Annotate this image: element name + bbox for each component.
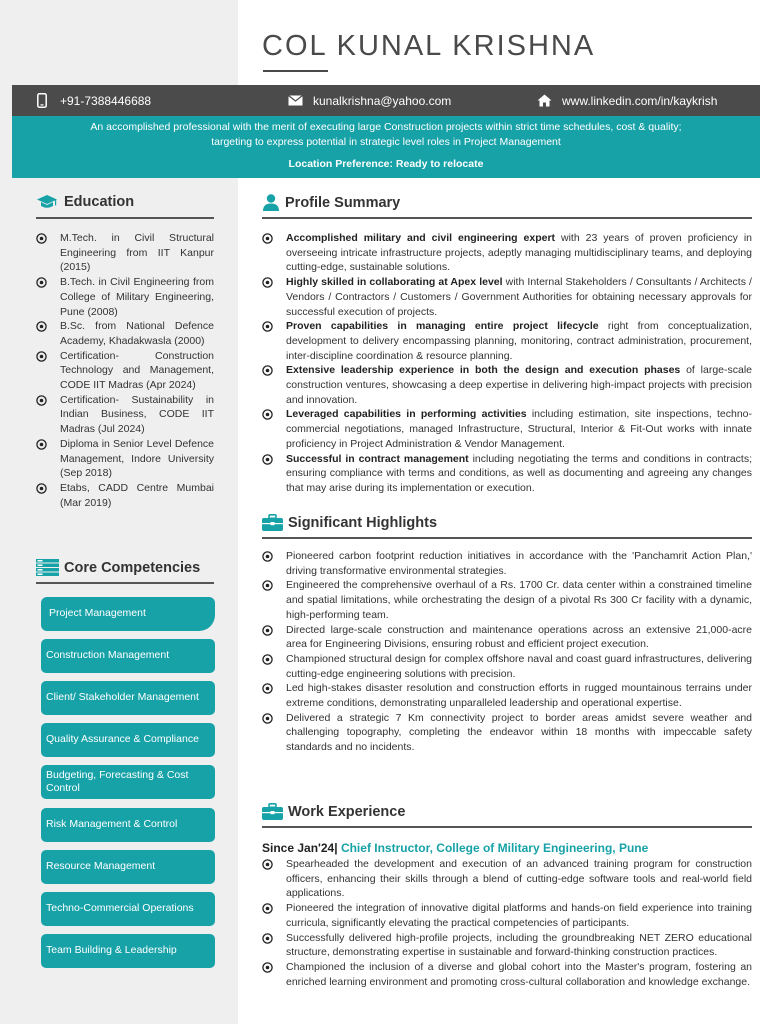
- list-item: Championed the inclusion of a diverse and global cohort into the Master's program, fostering an enriched learning environment and promoting cross-cultural collaboration and knowledge exchange.: [262, 960, 752, 989]
- target-bullet-icon: [36, 277, 47, 288]
- linkedin-url: www.linkedin.com/in/kaykrish: [562, 93, 718, 108]
- location-preference: Location Preference: Ready to relocate: [288, 158, 484, 170]
- tagline-banner: [12, 116, 760, 178]
- target-bullet-icon: [36, 351, 47, 362]
- list-item: Diploma in Senior Level Defence Management, Indore University (Sep 2018): [36, 437, 214, 481]
- list-item: Championed structural design for complex offshore naval and coast guard infrastructures, delivering cutting-edge engineering solutions with precision.: [262, 652, 752, 681]
- experience-list: [262, 857, 752, 989]
- competency-chip: Client/ Stakeholder Management: [41, 681, 215, 715]
- list-item: Etabs, CADD Centre Mumbai (Mar 2019): [36, 481, 214, 510]
- education-divider: [36, 217, 214, 219]
- list-item: Highly skilled in collaborating at Apex level with Internal Stakeholders / Consultants / Architects / Vendors / Contractors / Customers / Government Authorities for obtaining necessary approvals for successful execution of projects.: [262, 275, 752, 319]
- job-period: Since Jan'24|: [262, 841, 338, 855]
- list-item: Certification- Construction Technology and Management, CODE IIT Madras (Apr 2024): [36, 349, 214, 393]
- highlights-heading: [262, 514, 437, 531]
- target-bullet-icon: [262, 859, 273, 870]
- list-item: M.Tech. in Civil Structural Engineering from IIT Kanpur (2015): [36, 231, 214, 275]
- tagline-line-2: targeting to express potential in strategic level roles in Project Management: [211, 135, 561, 148]
- list-item: Delivered a strategic 7 Km connectivity project to border areas amidst severe weather and challenging topography, completing the endeavor within 18 months with impeccable safety standards and no incidents.: [262, 711, 752, 755]
- target-bullet-icon: [262, 625, 273, 636]
- list-item: Pioneered carbon footprint reduction initiatives in accordance with the 'Panchamrit Action Plan,' driving transformative environmental strategies.: [262, 549, 752, 578]
- competency-chip: Risk Management & Control: [41, 808, 215, 842]
- experience-divider: [262, 826, 752, 828]
- target-bullet-icon: [36, 483, 47, 494]
- profile-heading: [262, 194, 400, 211]
- profile-divider: [262, 217, 752, 219]
- list-item: Successful in contract management including negotiating the terms and conditions in contracts; ensuring compliance with terms and conditions, as well as documenting and agreeing any changes that may arise during its implementation or execution.: [262, 452, 752, 496]
- competency-chip: Construction Management: [41, 639, 215, 673]
- target-bullet-icon: [262, 903, 273, 914]
- competency-chip: Project Management: [41, 597, 215, 631]
- list-item: Led high-stakes disaster resolution and construction efforts in rugged mountainous terrains under extreme conditions, demonstrating unparalleled leadership and operational expertise.: [262, 681, 752, 710]
- list-item: Certification- Sustainability in Indian Business, CODE IIT Madras (Jul 2024): [36, 393, 214, 437]
- target-bullet-icon: [262, 365, 273, 376]
- target-bullet-icon: [36, 439, 47, 450]
- list-item: Leveraged capabilities in performing activities including estimation, site inspections, techno-commercial negotiations, managed Infrastructure, Structural, Interior & Fit-Out works with innate proficiency in Project Administration & Vendor Management.: [262, 407, 752, 451]
- target-bullet-icon: [262, 683, 273, 694]
- profile-title: Profile Summary: [285, 194, 401, 211]
- list-item: B.Sc. from National Defence Academy, Khadakwasla (2000): [36, 319, 214, 348]
- phone-number: +91-7388446688: [60, 93, 152, 108]
- competencies-heading: [36, 559, 200, 576]
- experience-title: Work Experience: [288, 803, 406, 820]
- contact-linkedin[interactable]: [536, 85, 717, 116]
- target-bullet-icon: [262, 713, 273, 724]
- competencies-title: Core Competencies: [64, 559, 201, 576]
- target-bullet-icon: [262, 551, 273, 562]
- list-item: Pioneered the integration of innovative digital platforms and hands-on field experience into training curricula, significantly elevating the practical competencies of participants.: [262, 901, 752, 930]
- list-item: Directed large-scale construction and maintenance operations across an extensive 21,000-acre area for Engineering Divisions, ensuring robust and efficient project execution.: [262, 623, 752, 652]
- briefcase-icon: [262, 803, 283, 820]
- target-bullet-icon: [262, 277, 273, 288]
- email-address: kunalkrishna@yahoo.com: [313, 93, 452, 108]
- competency-chip: Team Building & Leadership: [41, 934, 215, 968]
- list-item: Extensive leadership experience in both the design and execution phases of large-scale construction ventures, showcasing a deep expertise in delivering high-impact projects with precision and innovation.: [262, 363, 752, 407]
- mail-icon: [287, 93, 303, 109]
- target-bullet-icon: [262, 654, 273, 665]
- candidate-name: COL KUNAL KRISHNA: [262, 30, 596, 62]
- target-bullet-icon: [262, 933, 273, 944]
- education-list: [36, 231, 214, 510]
- list-lines-icon: [36, 559, 59, 576]
- experience-heading: [262, 803, 405, 820]
- target-bullet-icon: [36, 395, 47, 406]
- target-bullet-icon: [262, 962, 273, 973]
- competency-chip: Quality Assurance & Compliance: [41, 723, 215, 757]
- competency-chip: Techno-Commercial Operations: [41, 892, 215, 926]
- target-bullet-icon: [262, 233, 273, 244]
- graduation-cap-icon: [36, 194, 58, 210]
- target-bullet-icon: [262, 321, 273, 332]
- job-role: Chief Instructor, College of Military Engineering, Pune: [340, 841, 649, 855]
- list-item: Engineered the comprehensive overhaul of a Rs. 1700 Cr. data center within a constrained timeline and spatial limitations, while orchestrating the design of a pivotal Rs 300 Cr facility with a dynamic, high-performing team.: [262, 578, 752, 622]
- phone-icon: [34, 93, 50, 109]
- target-bullet-icon: [262, 580, 273, 591]
- target-bullet-icon: [36, 321, 47, 332]
- home-icon: [536, 93, 552, 109]
- list-item: Accomplished military and civil engineering expert with 23 years of proven proficiency in overseeing intricate infrastructure projects, adeptly managing multidisciplinary teams, and deploying cutting-edge, sustainable solutions.: [262, 231, 752, 275]
- target-bullet-icon: [262, 409, 273, 420]
- competency-chip: Resource Management: [41, 850, 215, 884]
- contact-phone[interactable]: [34, 85, 151, 116]
- highlights-list: [262, 549, 752, 755]
- job-heading: [262, 841, 648, 855]
- contact-bar: [12, 85, 760, 116]
- competency-chip: Budgeting, Forecasting & Cost Control: [41, 765, 215, 799]
- list-item: Proven capabilities in managing entire project lifecycle right from conceptualization, development to delivery encompassing planning, monitoring, contract administration, procurement, inter-discipline coordination & resource planning.: [262, 319, 752, 363]
- contact-email[interactable]: [287, 85, 451, 116]
- briefcase-icon: [262, 514, 283, 531]
- education-title: Education: [64, 194, 135, 210]
- highlights-title: Significant Highlights: [288, 514, 438, 531]
- profile-list: [262, 231, 752, 496]
- competencies-divider: [36, 582, 214, 584]
- name-underline: [263, 70, 328, 72]
- highlights-divider: [262, 537, 752, 539]
- user-icon: [262, 194, 280, 211]
- tagline-line-1: An accomplished professional with the merit of executing large Construction projects within strict time schedules, cost & quality;: [90, 121, 682, 133]
- list-item: Successfully delivered high-profile projects, including the groundbreaking NET ZERO educational structure, demonstrating expertise in sustainable and forward-thinking construction practices.: [262, 931, 752, 960]
- target-bullet-icon: [262, 454, 273, 465]
- list-item: B.Tech. in Civil Engineering from College of Military Engineering, Pune (2008): [36, 275, 214, 319]
- list-item: Spearheaded the development and execution of an advanced training program for construction officers, enhancing their skills through a blend of cutting-edge software tools and real-world field applications.: [262, 857, 752, 901]
- education-heading: [36, 194, 134, 210]
- target-bullet-icon: [36, 233, 47, 244]
